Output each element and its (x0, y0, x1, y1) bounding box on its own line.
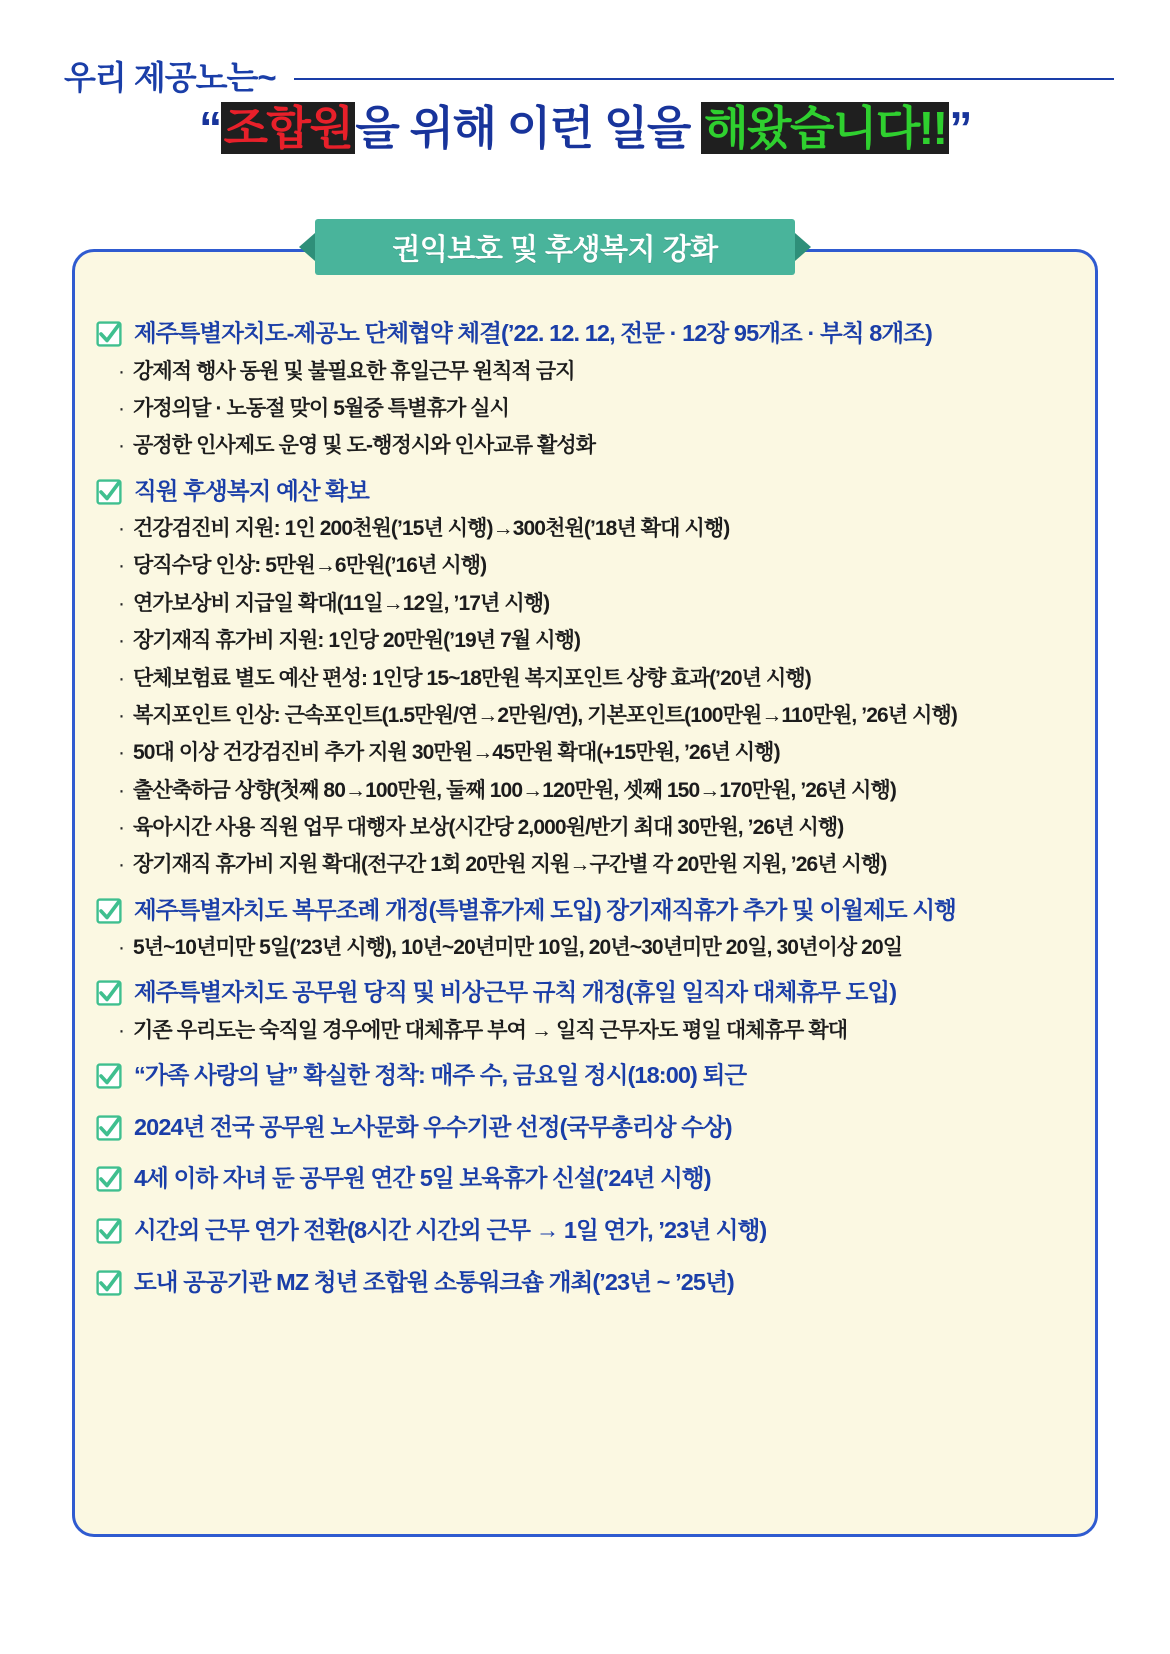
bullet-dot-icon: · (118, 936, 125, 960)
bullet-text: 장기재직 휴가비 지원 확대(전구간 1회 20만원 지원→구간별 각 20만원 지원, ’26년 시행) (133, 853, 887, 877)
bullet-row (118, 358, 1086, 386)
bullet-dot-icon: · (118, 359, 125, 383)
checklist-item-heading: 2024년 전국 공무원 노사문화 우수기관 선정(국무총리상 수상) (134, 1113, 732, 1140)
checklist-item-heading: 제주특별자치도 복무조례 개정(특별휴가제 도입) 장기재직휴가 추가 및 이월제도 시행 (134, 896, 956, 923)
bullet-text: 50대 이상 건강검진비 추가 지원 30만원→45만원 확대(+15만원, ’26년 시행) (133, 741, 780, 765)
bullet-dot-icon: · (118, 815, 125, 839)
headline-highlight-green: 해왔습니다!! (701, 102, 949, 154)
bullet-row (118, 702, 1086, 730)
bullet-row (118, 739, 1086, 767)
bullet-row (118, 432, 1086, 460)
checklist-item-heading: 제주특별자치도-제공노 단체협약 체결(’22. 12. 12, 전문 · 12장 95개조 · 부칙 8개조) (134, 320, 932, 346)
checklist-item (96, 318, 1086, 349)
checklist-item-heading: 시간외 근무 연가 전환(8시간 시간외 근무 → 1일 연가, ’23년 시행) (134, 1216, 767, 1243)
check-box-icon (96, 1166, 122, 1192)
bullet-row (118, 627, 1086, 655)
bullet-row (118, 777, 1086, 805)
bullet-text: 연가보상비 지급일 확대(11일→12일, ’17년 시행) (133, 591, 550, 615)
bullet-dot-icon: · (118, 853, 125, 877)
checklist-item-heading: 4세 이하 자녀 둔 공무원 연간 5일 보육휴가 신설(’24년 시행) (134, 1165, 711, 1192)
bullet-dot-icon: · (118, 554, 125, 578)
checklist-item-heading: “가족 사랑의 날” 확실한 정착: 매주 수, 금요일 정시(18:00) 퇴근 (134, 1062, 747, 1089)
checklist-item-heading: 도내 공공기관 MZ 청년 조합원 소통워크숍 개최(’23년 ~ ’25년) (134, 1268, 734, 1295)
bullet-row (118, 814, 1086, 842)
bullet-row (118, 515, 1086, 543)
section-ribbon: 권익보호 및 후생복지 강화 (315, 219, 795, 275)
checklist-item (96, 1267, 1086, 1298)
bullet-text: 육아시간 사용 직원 업무 대행자 보상(시간당 2,000원/반기 최대 30만원, ’26년 시행) (133, 815, 844, 839)
spacer (96, 1151, 1086, 1163)
checklist-item-heading: 제주특별자치도 공무원 당직 및 비상근무 규칙 개정(휴일 일직자 대체휴무 도입) (134, 979, 897, 1006)
headline-quote-open: “ (199, 102, 221, 154)
bullet-dot-icon: · (118, 703, 125, 727)
content-list (96, 318, 1086, 1318)
headline-middle: 을 위해 이런 일을 (355, 102, 702, 154)
checklist-item (96, 1112, 1086, 1143)
bullet-dot-icon: · (118, 778, 125, 802)
headline-highlight-red: 조합원 (221, 102, 356, 154)
bullet-dot-icon: · (118, 1019, 125, 1042)
bullet-dot-icon: · (118, 591, 125, 615)
bullet-text: 복지포인트 인상: 근속포인트(1.5만원/연→2만원/연), 기본포인트(100만원→110만원, ’26년 시행) (133, 703, 957, 727)
kicker-text: 우리 제공노는~ (64, 58, 276, 96)
checklist-item (96, 977, 1086, 1008)
bullet-dot-icon: · (118, 434, 125, 458)
checklist-item (96, 476, 1086, 507)
bullet-text: 가정의달 · 노동절 맞이 5월중 특별휴가 실시 (133, 396, 510, 420)
bullet-row (118, 395, 1086, 423)
kicker-row (64, 54, 1114, 100)
check-box-icon (96, 898, 122, 924)
bullet-row (118, 1017, 1086, 1045)
bullet-text: 건강검진비 지원: 1인 200천원(’15년 시행)→300천원(’18년 확대 시행) (133, 517, 730, 541)
bullet-text: 5년~10년미만 5일(’23년 시행), 10년~20년미만 10일, 20년~30년미만 20일, 30년이상 20일 (133, 936, 903, 960)
checklist-item (96, 895, 1086, 926)
checklist-item-heading: 직원 후생복지 예산 확보 (134, 477, 369, 504)
page-title (0, 100, 1170, 158)
bullet-text: 단체보험료 별도 예산 편성: 1인당 15~18만원 복지포인트 상향 효과(’20년 시행) (133, 666, 811, 690)
check-box-icon (96, 980, 122, 1006)
poster-header (0, 44, 1170, 184)
checklist-item (96, 1060, 1086, 1091)
bullet-text: 장기재직 휴가비 지원: 1인당 20만원(’19년 7월 시행) (133, 629, 581, 653)
bullet-text: 공정한 인사제도 운영 및 도-행정시와 인사교류 활성화 (133, 434, 596, 458)
bullet-dot-icon: · (118, 629, 125, 653)
bullet-dot-icon: · (118, 666, 125, 690)
kicker-rule (294, 78, 1114, 80)
check-box-icon (96, 479, 122, 505)
check-box-icon (96, 1115, 122, 1141)
check-box-icon (96, 321, 122, 347)
bullet-row (118, 851, 1086, 879)
spacer (96, 1306, 1086, 1318)
bullet-dot-icon: · (118, 741, 125, 765)
check-box-icon (96, 1270, 122, 1296)
bullet-text: 강제적 행사 동원 및 불필요한 휴일근무 원칙적 금지 (133, 359, 575, 383)
check-box-icon (96, 1218, 122, 1244)
checklist-item (96, 1215, 1086, 1246)
check-box-icon (96, 1063, 122, 1089)
spacer (96, 1203, 1086, 1215)
bullet-dot-icon: · (118, 517, 125, 541)
bullet-dot-icon: · (118, 396, 125, 420)
bullet-text: 기존 우리도는 숙직일 경우에만 대체휴무 부여 → 일직 근무자도 평일 대체휴무 확대 (133, 1019, 848, 1042)
bullet-row (118, 590, 1086, 618)
headline-quote-close: ” (949, 102, 971, 154)
checklist-item (96, 1163, 1086, 1194)
bullet-row (118, 665, 1086, 693)
bullet-text: 출산축하금 상향(첫째 80→100만원, 둘째 100→120만원, 셋째 150→170만원, ’26년 시행) (133, 778, 896, 802)
bullet-row (118, 552, 1086, 580)
bullet-row (118, 934, 1086, 962)
spacer (96, 1100, 1086, 1112)
bullet-text: 당직수당 인상: 5만원→6만원(’16년 시행) (133, 554, 487, 578)
spacer (96, 1255, 1086, 1267)
